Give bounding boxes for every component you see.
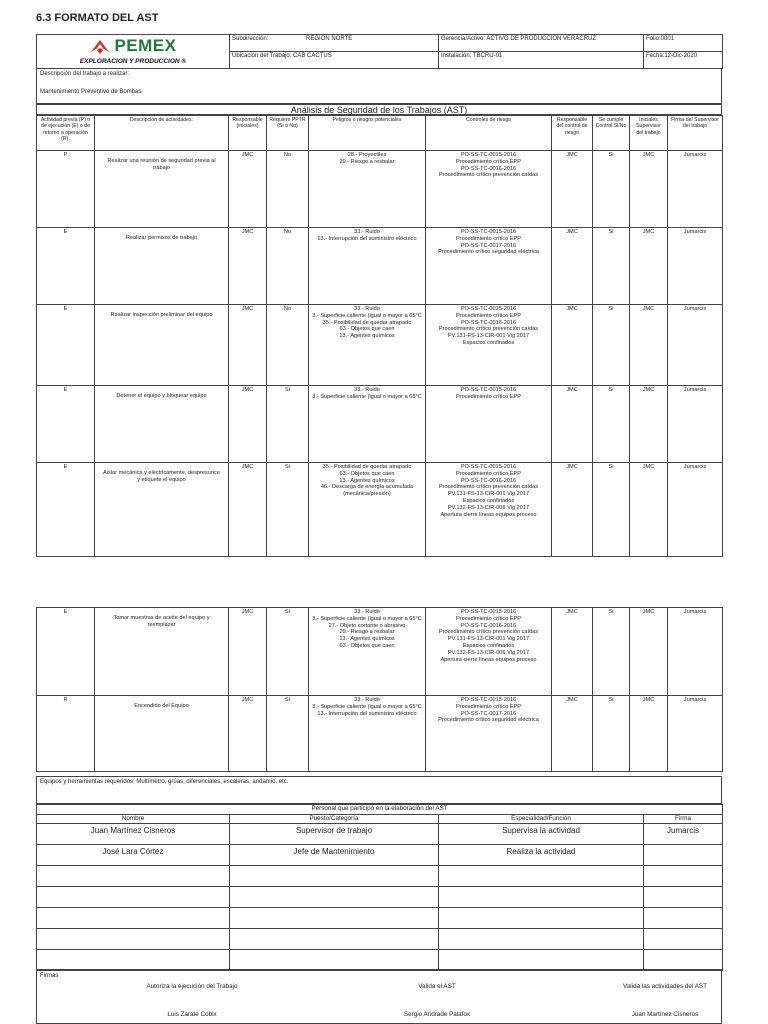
control-item: PV.132-FS-13-CIR-006 Vig 2017 [447,649,530,656]
activity-row [37,463,723,557]
ast-table [36,115,723,557]
hazard-item: 35.- Posibilidad de quedar atrapado [322,464,412,470]
personnel-header: Puesto/Categoría [230,814,439,824]
control-item: Procedimiento crítico EPP [456,393,521,400]
personnel-header: Nombre [37,814,230,824]
responsible-cell: JMC [229,305,267,386]
pemex-logo: PEMEX EXPLORACION Y PRODUCCION ® [37,35,230,69]
control-item: PV.131-FS-13-CIR-001 Vig 2017 [447,491,530,498]
control-item: PO-SS-TC-0015-2016 [460,387,517,393]
hazards-cell [309,228,426,305]
person-name: José Lara Córtez [37,845,230,866]
description-label: Descripción del trabajo a realizar: [40,71,130,77]
supervisor-signature-cell: Jumarcis [668,386,723,463]
activity-cell: Realizar permisos de trabajo [95,228,229,305]
control-item: Apertura cierre líneas equipos proceso [440,511,537,518]
activity-row [37,608,723,696]
hazard-item: 3.- Superficie caliente (igual o mayor a 65°C [312,393,422,400]
hazard-item: 35.- Posibilidad de quedar atrapado [322,319,412,326]
control-item: Espacios confinados [462,498,515,505]
control-item: Procedimiento crítico prevención caídas [438,629,539,636]
control-item: Espacios confinados [462,643,515,650]
hazards-cell [309,608,426,696]
person-signature [644,845,723,866]
hazard-item: 33.- Ruido [354,229,380,235]
controls-cell [426,696,552,772]
hazard-item: 27.- Objeto cortante o abrasivo [328,622,406,629]
compliance-cell: Si [593,386,630,463]
logo-brand: PEMEX [114,36,177,56]
page-title: 6.3 FORMATO DEL AST [36,12,159,24]
instalacion-cell: Instalación: TBCRU-01 [439,52,644,69]
ast-table-title: Análisis de Seguridad de los Trabajos (AST) [36,104,722,115]
hazard-item: 63.- Objetos que caen [339,326,395,333]
responsible-cell: JMC [229,151,267,228]
col-header: Responsable (iniciales) [229,116,267,151]
activity-cell: Realizar una reunión de seguridad previa al trabajo [95,151,229,228]
control-responsible-cell: JMC [552,228,593,305]
person-role: Supervisa la actividad [439,824,644,845]
control-responsible-cell: JMC [552,463,593,557]
signature-name: Juan Martínez Cisneros [631,1011,699,1018]
controls-cell [426,463,552,557]
control-responsible-cell: JMC [552,696,593,772]
control-item: Procedimiento crítico EPP [456,312,521,319]
signature-name: Sergio Andrade Palafox [403,1011,471,1018]
supervisor-signature-cell: Jumarcis [668,696,723,772]
personnel-header: Especialidad/Función [439,814,644,824]
compliance-cell: Si [593,305,630,386]
control-item: PV.132-FS-13-CIR-006 Vig 2017 [447,504,530,511]
phase-cell: E [37,305,95,386]
activity-row [37,151,723,228]
control-item: PO-SS-TC-0015-2016 [460,152,517,158]
logo-tagline: EXPLORACION Y PRODUCCION [79,58,180,66]
hazard-item: 13.- Agentes químicos [339,636,395,643]
control-responsible-cell: JMC [552,386,593,463]
col-header: Requiere PPTR (Si o No) [267,116,309,151]
control-item: PO-SS-TC-0015-2016 [460,697,517,703]
supervisor-initials-cell: JMC [630,228,668,305]
control-item: PO-SS-TC-0016-2016 [460,622,517,629]
signatures-section [36,969,722,1024]
hazard-item: 33.- Ruido [354,609,380,615]
control-item: PO-SS-TC-0015-2016 [460,306,517,312]
controls-cell [426,305,552,386]
control-item: PO-SS-TC-0017-2016 [460,710,517,717]
person-name: Juan Martínez Cisneros [37,824,230,845]
controls-cell [426,151,552,228]
signature-name: Luis Zarate Cobix [167,1011,217,1018]
hazard-item: 3.- Superficie caliente (igual o mayor a 65°C [312,312,422,319]
hazard-item: 13.- Agentes químicos [339,333,395,340]
hazard-item: 63.- Objetos que caen [339,470,395,477]
hazards-cell [309,386,426,463]
personnel-row-empty [37,950,723,971]
supervisor-signature-cell: Jumarcis [668,151,723,228]
phase-cell: P [37,151,95,228]
supervisor-initials-cell: JMC [630,151,668,228]
supervisor-signature-cell: Jumarcis [668,228,723,305]
responsible-cell: JMC [229,463,267,557]
control-item: PV.131-FS-13-CIR-001 Vig 2017 [447,333,530,340]
pptr-cell: No [267,151,309,228]
control-item: Procedimiento crítico EPP [456,235,521,242]
hazard-item: 33.- Ruido [354,387,380,393]
hazard-item: 3.- Superficie caliente (igual o mayor a 65°C [312,703,422,710]
control-item: PO-SS-TC-0016-2016 [460,477,517,484]
phase-cell: R [37,696,95,772]
signature-role: Valida las actividades del AST [623,983,707,990]
activity-row [37,228,723,305]
phase-cell: E [37,463,95,557]
personnel-row [37,845,723,866]
compliance-cell: Si [593,151,630,228]
supervisor-signature-cell: Jumarcis [668,463,723,557]
control-item: PV.131-FS-13-CIR-001 Vig 2017 [447,636,530,643]
hazard-item: 13.- Agentes químicos [339,477,395,484]
phase-cell: E [37,228,95,305]
col-header: Peligros o riesgos potenciales [309,116,426,151]
hazards-cell [309,463,426,557]
controls-cell [426,608,552,696]
personnel-title: Personal que participó en la elaboración del AST [37,805,723,815]
pemex-eagle-icon [89,38,111,56]
compliance-cell: Si [593,608,630,696]
person-signature: Jumarcis [644,824,723,845]
hazards-cell [309,151,426,228]
activity-cell: Tomar muestras de aceite del equipo y reemplazar [95,608,229,696]
hazard-item: 46.- Descarga de energía acumulada (mecánica/presión) [320,484,414,498]
personnel-row-empty [37,929,723,950]
personnel-row [37,824,723,845]
signature-role: Valida el AST [418,983,456,990]
person-role: Realiza la actividad [439,845,644,866]
personnel-row-empty [37,887,723,908]
control-item: Procedimiento crítico seguridad eléctrica [438,249,539,256]
signatures-label: Firmas [40,973,59,979]
pptr-cell: Si [267,463,309,557]
supervisor-signature-cell: Jumarcis [668,608,723,696]
control-item: Procedimiento crítico prevención caídas [438,172,539,179]
personnel-header: Firma [644,814,723,824]
gerencia-cell: Gerencia/Activo: ACTIVO DE PRODUCCIÓN VERACRUZ [439,35,644,52]
control-item: PO-SS-TC-0015-2016 [460,609,517,615]
hazard-item: 13.- Interrupción del suministro eléctrico [317,710,417,717]
supervisor-initials-cell: JMC [630,305,668,386]
folio-cell: Folio:0001 [644,35,723,52]
hazards-cell [309,305,426,386]
supervisor-initials-cell: JMC [630,696,668,772]
phase-cell: E [37,608,95,696]
pptr-cell: No [267,228,309,305]
control-item: PO-SS-TC-0016-2016 [460,319,517,326]
control-item: Procedimiento crítico seguridad eléctrica [438,717,539,724]
control-responsible-cell: JMC [552,151,593,228]
equipment-required: Equipos y herramientas requeridos: Multímetro, grúas, diferenciales, escaleras, andamio, etc. [36,776,722,804]
hazards-cell [309,696,426,772]
hazard-item: 33.- Ruido [354,697,380,703]
compliance-cell: Si [593,228,630,305]
person-position: Jefe de Mantenimiento [230,845,439,866]
personnel-row-empty [37,908,723,929]
ubicacion-cell: Ubicación del Trabajo: CAB CACTUS [230,52,439,69]
supervisor-initials-cell: JMC [630,386,668,463]
activity-cell: Detener el equipo y bloquear equipo [95,386,229,463]
hazard-item: 3.- Superficie caliente (igual o mayor a 65°C [312,615,422,622]
supervisor-signature-cell: Jumarcis [668,305,723,386]
controls-cell [426,386,552,463]
hazard-item: 33.- Ruido [354,306,380,312]
pptr-cell: Si [267,608,309,696]
control-responsible-cell: JMC [552,608,593,696]
column-header-row [37,116,723,151]
job-description [36,69,722,104]
control-item: PO-SS-TC-0016-2016 [460,165,517,172]
col-header: Descripción de actividades: [95,116,229,151]
responsible-cell: JMC [229,696,267,772]
phase-cell: E [37,386,95,463]
control-item: Apertura cierre líneas equipos proceso [440,656,537,663]
personnel-table [36,804,723,971]
pptr-cell: Si [267,696,309,772]
control-item: PO-SS-TC-0017-2016 [460,242,517,249]
control-item: Procedimiento crítico prevención caídas [438,484,539,491]
compliance-cell: Si [593,463,630,557]
personnel-row-empty [37,866,723,887]
control-item: Procedimiento crítico EPP [456,158,521,165]
hazard-item: 29.- Riesgo a resbalar [339,158,395,165]
col-header: Actividad previa (P) o de ejecución (E) o de retorno a operación (R). [37,116,95,151]
col-header: Responsable del control de riesgo [552,116,593,151]
subdireccion-value: REGIÓN NORTE [306,36,353,42]
col-header: Se cumple Control Si/No [593,116,630,151]
responsible-cell: JMC [229,386,267,463]
subdireccion-label: Subdirección: [232,36,269,42]
hazard-item: 29.- Riesgo a resbalar [339,629,395,636]
hazard-item: 63.- Objetos que caen [339,643,395,650]
col-header: Firma del Supervisor del trabajo [668,116,723,151]
control-item: Procedimiento crítico EPP [456,615,521,622]
pptr-cell: Si [267,386,309,463]
compliance-cell: Si [593,696,630,772]
signature-role: Autoriza la ejecución del Trabajo [146,983,238,990]
activity-cell: Realizar inspección preliminar del equipo [95,305,229,386]
header-table [36,34,723,69]
responsible-cell: JMC [229,608,267,696]
supervisor-initials-cell: JMC [630,463,668,557]
activity-row [37,386,723,463]
hazard-item: 28.- Proyectiles [347,152,387,158]
responsible-cell: JMC [229,228,267,305]
activity-row [37,696,723,772]
fecha-cell: Fecha:12-Dic-2020 [644,52,723,69]
control-item: Espacios confinados [462,340,515,347]
col-header: Iniciales Supervisor del trabajo [630,116,668,151]
control-item: Procedimiento crítico EPP [456,470,521,477]
person-position: Supervisor de trabajo [230,824,439,845]
control-responsible-cell: JMC [552,305,593,386]
col-header: Controles de riesgo [426,116,552,151]
supervisor-initials-cell: JMC [630,608,668,696]
control-item: PO-SS-TC-0015-2016 [460,229,517,235]
control-item: PO-SS-TC-0015-2016 [460,464,517,470]
control-item: Procedimiento crítico prevención caídas [438,326,539,333]
hazard-item: 13.- Interrupción del suministro eléctrico [317,235,417,242]
control-item: Procedimiento crítico EPP [456,703,521,710]
description-value: Mantenimiento Preventivo de Bombas [40,89,142,95]
activity-cell: Encendido del Equipo [95,696,229,772]
activity-cell: Aislar mecánica y eléctricamente, despresurice y etiquete el equipo [95,463,229,557]
activity-row [37,305,723,386]
subdireccion-cell [230,35,439,52]
ast-table-continued [36,607,723,772]
pptr-cell: No [267,305,309,386]
controls-cell [426,228,552,305]
